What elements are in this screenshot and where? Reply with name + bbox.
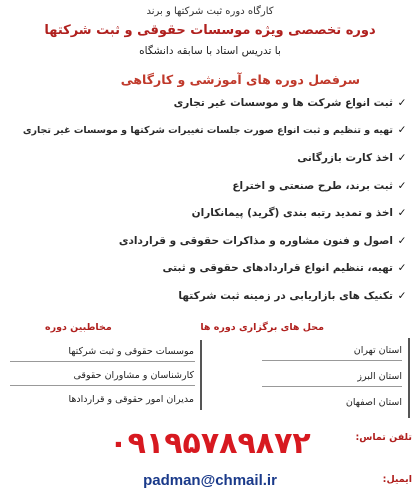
audience-item: مدیران امور حقوقی و قراردادها <box>68 394 194 405</box>
syllabus-title: سرفصل دوره های آموزشی و کارگاهی <box>120 72 360 87</box>
instructor-line: با تدریس استاد با سابقه دانشگاه <box>139 45 281 57</box>
check-icon: ✓ <box>397 290 407 302</box>
divider <box>10 361 195 362</box>
syllabus-item <box>8 124 408 136</box>
syllabus-item-label: ثبت انواع شرکت ها و موسسات غیر تجاری <box>173 97 393 109</box>
venue-item: استان البرز <box>357 371 402 382</box>
check-icon: ✓ <box>397 235 407 247</box>
syllabus-item <box>8 97 408 109</box>
header-line-1: کارگاه دوره ثبت شرکتها و برند <box>146 6 274 17</box>
syllabus-item <box>8 235 408 247</box>
syllabus-item <box>8 180 408 192</box>
venue-item: استان اصفهان <box>345 397 402 408</box>
email-address[interactable]: padman@chmail.ir <box>143 472 277 489</box>
syllabus-item <box>8 262 408 274</box>
check-icon: ✓ <box>397 152 407 164</box>
syllabus-item-label: تکنیک های بازاریابی در زمینه ثبت شرکتها <box>178 290 393 302</box>
venue-item: استان تهران <box>353 345 402 356</box>
audience-item: کارشناسان و مشاوران حقوقی <box>73 370 194 381</box>
syllabus-item <box>8 152 408 164</box>
venues-bracket <box>408 338 410 418</box>
syllabus-item-label: اصول و فنون مشاوره و مذاکرات حقوقی و قراردادی <box>118 235 393 247</box>
course-title: دوره تخصصی ویژه موسسات حقوقی و ثبت شرکتها <box>44 23 376 38</box>
divider <box>262 360 402 361</box>
syllabus-item-label: اخذ و تمدید رتبه بندی (گرید) پیمانکاران <box>191 207 393 219</box>
syllabus-item-label: ثبت برند، طرح صنعتی و اختراع <box>232 180 393 192</box>
audience-title: مخاطبین دوره <box>45 322 112 333</box>
audience-bracket <box>200 340 202 410</box>
venues-title: محل های برگزاری دوره ها <box>200 322 324 333</box>
check-icon: ✓ <box>397 207 407 219</box>
check-icon: ✓ <box>397 262 407 274</box>
syllabus-item <box>8 207 408 219</box>
syllabus-item-label: تهیه، تنظیم انواع قراردادهای حقوقی و ثبتی <box>162 262 393 274</box>
audience-item: موسسات حقوقی و ثبت شرکتها <box>68 346 194 357</box>
divider <box>10 385 195 386</box>
syllabus-item <box>8 290 408 302</box>
divider <box>262 386 402 387</box>
check-icon: ✓ <box>397 124 407 136</box>
phone-number[interactable]: ۰۹۱۹۵۷۸۹۸۷۲ <box>109 426 311 461</box>
syllabus-item-label: اخذ کارت بازرگانی <box>297 152 393 164</box>
phone-label: تلفن تماس: <box>355 432 412 443</box>
email-label: ایمیل: <box>382 474 412 485</box>
check-icon: ✓ <box>397 97 407 109</box>
check-icon: ✓ <box>397 180 407 192</box>
syllabus-item-label: تهیه و تنظیم و ثبت انواع صورت جلسات تغییرات شرکتها و موسسات غیر تجاری <box>22 125 393 136</box>
